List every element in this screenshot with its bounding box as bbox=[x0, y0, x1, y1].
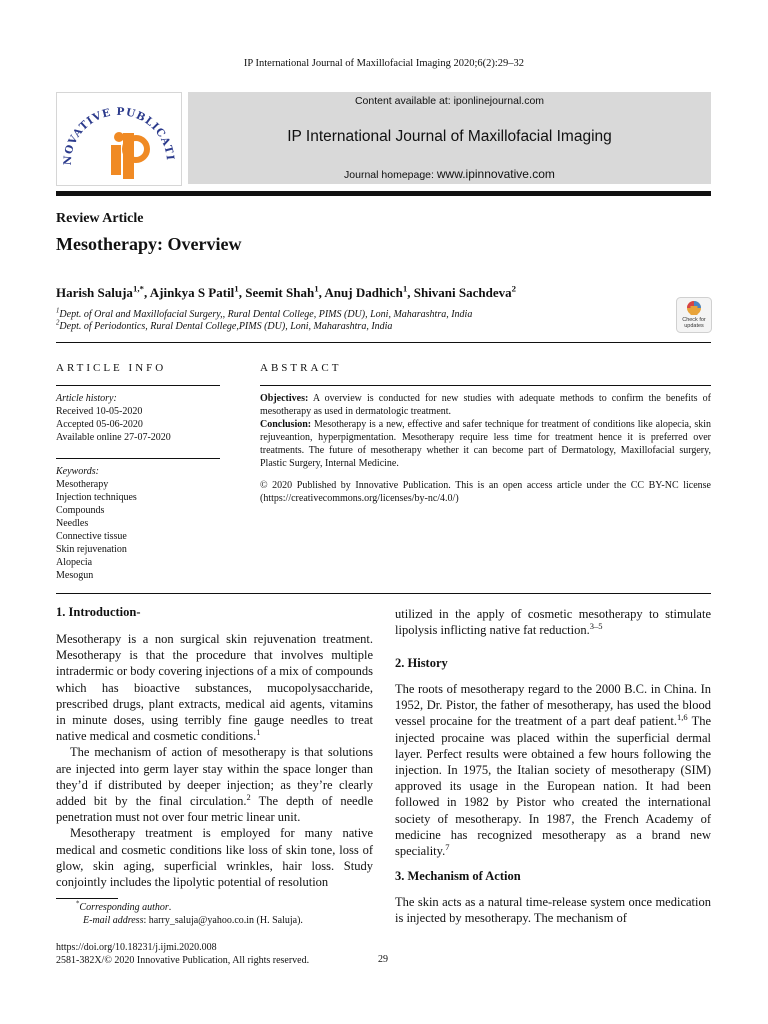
keyword-item: Connective tissue bbox=[56, 531, 127, 542]
article-title: Mesotherapy: Overview bbox=[56, 234, 242, 254]
author-affiliation-mark: 2 bbox=[511, 283, 517, 294]
author-affiliation-mark: 1 bbox=[234, 283, 239, 294]
running-head: IP International Journal of Maxillofacial Imaging 2020;6(2):29–32 bbox=[243, 58, 525, 69]
citation[interactable]: 3–5 bbox=[589, 621, 603, 632]
citation[interactable]: 1 bbox=[256, 727, 261, 738]
body-column-right bbox=[395, 681, 711, 859]
paragraph-text: Mesotherapy is a non surgical skin rejuvenation treatment. Mesotherapy is that the procedure that involves multiple intradermic or body covering injections of a mix of compounds which has bioactive substances, mucopolysaccharide, prescribed drugs, plant extracts, medical aid agents, vitamins in minute doses, using terribly fine gauge needles to treat native medical and cosmetic conditions. bbox=[56, 632, 373, 744]
abstract-body bbox=[260, 392, 711, 514]
body-column-right bbox=[395, 894, 711, 926]
article-info-heading: ARTICLE INFO bbox=[56, 362, 167, 374]
article-history bbox=[56, 392, 171, 444]
objectives-text: A overview is conducted for new studies with adequate methods to confirm the benefits of mesotherapy as used in dermatologic treatment. bbox=[260, 393, 711, 417]
citation[interactable]: 7 bbox=[445, 841, 450, 852]
footnote-mark: * bbox=[76, 900, 80, 908]
divider bbox=[56, 342, 711, 343]
affiliation-text: Dept. of Oral and Maxillofacial Surgery,, Rural Dental College, PIMS (DU), Loni, Maharashtra, India bbox=[59, 309, 473, 320]
section-heading: 3. Mechanism of Action bbox=[395, 869, 521, 883]
paragraph bbox=[56, 744, 373, 825]
journal-logo bbox=[56, 92, 182, 186]
keyword-item: Alopecia bbox=[56, 557, 93, 568]
conclusion-label: Conclusion: bbox=[260, 419, 312, 430]
author-name: Shivani Sachdeva bbox=[413, 285, 512, 300]
divider bbox=[56, 458, 220, 459]
doi-link[interactable]: https://doi.org/10.18231/j.ijmi.2020.008 bbox=[56, 942, 217, 953]
issn-copyright: 2581-382X/© 2020 Innovative Publication, All rights reserved. bbox=[56, 955, 310, 966]
footnote-divider bbox=[56, 898, 118, 899]
paragraph bbox=[56, 631, 373, 744]
journal-homepage bbox=[188, 167, 711, 181]
author-name: Harish Saluja bbox=[56, 285, 133, 300]
author-affiliation-mark: 1 bbox=[402, 283, 408, 294]
keyword-item: Mesotherapy bbox=[56, 479, 109, 490]
paragraph-text: The depth of needle penetration must not over four metric linear unit. bbox=[56, 794, 373, 825]
affiliation-number: 2 bbox=[56, 319, 60, 327]
author-affiliation-mark: 1 bbox=[314, 283, 319, 294]
history-received: Received 10-05-2020 bbox=[56, 406, 143, 417]
body-column-right bbox=[395, 606, 711, 638]
license-notice: © 2020 Published by Innovative Publication. This is an open access article under the CC BY-NC license (https://creativecommons.org/licenses/by-nc/4.0/) bbox=[260, 480, 711, 504]
footnote bbox=[56, 901, 303, 927]
divider bbox=[56, 593, 711, 594]
keyword-item: Skin rejuvenation bbox=[56, 544, 127, 555]
keywords-label: Keywords: bbox=[56, 466, 99, 477]
author-name: Ajinkya S Patil bbox=[149, 285, 235, 300]
innovative-publication-logo-icon bbox=[57, 93, 181, 185]
content-available: Content available at: iponlinejournal.com bbox=[354, 95, 545, 107]
email-note bbox=[56, 914, 303, 927]
svg-text:INNOVATIVE PUBLICATION: NOVATIVE PUBLICATI bbox=[61, 105, 177, 166]
author-affiliation-mark: 1,* bbox=[132, 283, 144, 294]
corresponding-author-note bbox=[56, 901, 303, 914]
paragraph bbox=[395, 681, 711, 859]
author-list: Harish Saluja$^{1,*}$, Ajinkya S Patil$^1$, Seemit Shah$^1$, Anuj Dadhich$^1$, Shivani Sachdeva$^2$ bbox=[56, 283, 517, 300]
abstract-conclusion bbox=[260, 418, 711, 470]
section-heading: 2. History bbox=[395, 656, 448, 670]
citation[interactable]: 1,6 bbox=[677, 712, 688, 723]
author-name: Seemit Shah bbox=[245, 285, 315, 300]
affiliation bbox=[56, 309, 472, 320]
corresponding-label: Corresponding author bbox=[79, 902, 169, 913]
keyword-item: Injection techniques bbox=[56, 492, 137, 503]
paragraph: Mesotherapy treatment is employed for many native medical and cosmetic conditions like loss of skin tone, loss of glow, skin aging, superficial wrinkles, hair loss. Study conjointly includes the lipolytic potential of resolution bbox=[56, 826, 373, 890]
history-accepted: Accepted 05-06-2020 bbox=[56, 419, 143, 430]
corresponding-tail: . bbox=[168, 902, 172, 913]
homepage-label: Journal homepage: bbox=[344, 169, 437, 181]
article-type: Review Article bbox=[56, 211, 144, 226]
objectives-label: Objectives: bbox=[260, 393, 309, 404]
keyword-item: Mesogun bbox=[56, 570, 94, 581]
paragraph-text: utilized in the apply of cosmetic mesotherapy to stimulate lipolysis inflicting native fat reduction. bbox=[395, 607, 711, 638]
journal-title: IP International Journal of Maxillofacial Imaging bbox=[287, 128, 612, 145]
homepage-link[interactable]: www.ipinnovative.com bbox=[436, 167, 555, 181]
email-label: E-mail address bbox=[83, 915, 144, 926]
body-column-left bbox=[56, 631, 373, 890]
paragraph-text: The mechanism of action of mesotherapy is that solutions are injected into germ layer stay within the space longer than they’d if distributed by deeper injection; as they’re clearly added bit by the final circulation. bbox=[56, 745, 373, 809]
abstract-heading: ABSTRACT bbox=[260, 362, 342, 374]
paragraph-text: The injected procaine was placed within the superficial dermal layer. Perfect results were obtained a few hours following the injection. In 1975, the Italian society of mesotherapy (SIM) approved its usage in the European nation. It had been followed in 1982 by Pistor who created the international society of mesotherapy. In 1987, the French Academy of medicine has recognized mesotherapy as a brand new speciality. bbox=[395, 714, 711, 859]
section-heading: 1. Introduction- bbox=[56, 605, 141, 619]
crossmark-label: Check for updates bbox=[682, 317, 706, 329]
affiliation-text: Dept. of Periodontics, Rural Dental College,PIMS (DU), Loni, Maharashtra, India bbox=[59, 321, 393, 332]
page-number: 29 bbox=[378, 954, 388, 965]
divider bbox=[56, 385, 220, 386]
abstract-objectives bbox=[260, 392, 711, 418]
journal-header-band bbox=[188, 92, 711, 184]
affiliation-number: 1 bbox=[56, 307, 60, 315]
check-for-updates-badge[interactable] bbox=[676, 297, 712, 333]
keyword-item: Compounds bbox=[56, 505, 105, 516]
citation[interactable]: 2 bbox=[246, 791, 251, 802]
author-name: Anuj Dadhich bbox=[324, 285, 403, 300]
conclusion-text: Mesotherapy is a new, effective and safer technique for treatment of conditions like alopecia, skin rejuveantion, hyperpigmentation. Mesotherapy require less time for treatment hence it is preferred over treatments. The future of mesotherapy whether it can become part of Dermatology, Maxillofacial surgery, Plastic Surgery, Internal Medicine. bbox=[260, 419, 711, 469]
email-address[interactable]: : harry_saluja@yahoo.co.in (H. Saluja). bbox=[143, 915, 303, 926]
keywords bbox=[56, 465, 137, 582]
divider bbox=[260, 385, 711, 386]
paragraph: The skin acts as a natural time-release system once medication is injected by mesotherapy. The mechanism of bbox=[395, 895, 711, 926]
affiliation bbox=[56, 321, 392, 332]
keyword-item: Needles bbox=[56, 518, 89, 529]
paragraph bbox=[395, 606, 711, 638]
paragraph-text: The roots of mesotherapy regard to the 2000 B.C. in China. In 1952, Dr. Pistor, the father of mesotherapy, has used the blood vessel procaine for the treatment of a part deaf patient. bbox=[395, 682, 711, 729]
history-label: Article history: bbox=[56, 393, 117, 404]
header-divider bbox=[56, 191, 711, 196]
history-online: Available online 27-07-2020 bbox=[56, 432, 171, 443]
footer-info bbox=[56, 941, 309, 967]
